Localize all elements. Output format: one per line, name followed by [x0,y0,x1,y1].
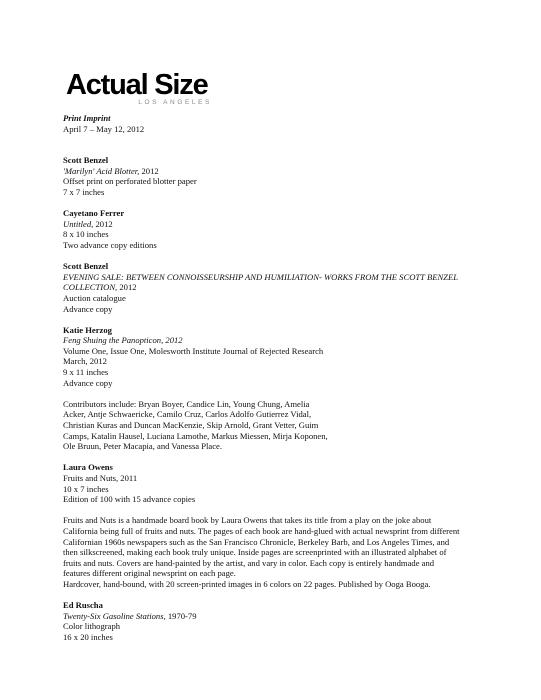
work-detail: Fruits and Nuts, 2011 [63,473,138,483]
entry-laura-owens [63,462,503,589]
work-detail: Two advance copy editions [63,239,157,250]
description-paragraph [63,515,503,589]
work-detail: March, 2012 [63,356,107,367]
entry-cayetano-ferrer [63,208,503,250]
gallery-logo [66,70,216,106]
artist-name: Scott Benzel [63,261,109,272]
work-year: 2012 [117,282,137,293]
work-detail: Auction catalogue [63,292,126,303]
paragraph-line: Hardcover, hand-bound, with 20 screen-printed images in 6 colors on 22 pages. Published by Ooga Booga. [63,578,431,589]
artist-name: Ed Ruscha [63,600,103,611]
work-detail: Offset print on perforated blotter paper [63,176,197,187]
entry-scott-benzel-2 [63,261,503,314]
exhibition-dates: April 7 – May 12, 2012 [63,123,145,134]
paragraph-line: Acker, Antje Schwaericke, Camilo Cruz, Carlos Adolfo Gutierrez Vidal, [63,409,312,420]
work-title: Feng Shuing the Panopticon, 2012 [63,335,183,346]
artist-name: Scott Benzel [63,155,109,166]
work-title: Twenty-Six Gasoline Stations, [63,610,166,621]
artist-name: Katie Herzog [63,324,112,335]
paragraph-line: Christian Kuras and Duncan MacKenzie, Skip Arnold, Grant Vetter, Guim [63,420,319,431]
paragraph-line: Ole Bruun, Peter Macapia, and Vanessa Place. [63,441,223,452]
work-detail: Advance copy [63,377,113,388]
paragraph-line: Fruits and Nuts is a handmade board book by Laura Owens that takes its title from a play on the joke about [63,515,432,526]
paragraph-line: Californian 1960s newspapers such as the San Francisco Chronicle, Berkeley Barb, and Los Angeles Times, and [63,536,450,547]
entry-scott-benzel-1 [63,155,503,197]
checklist [63,113,503,643]
work-title: 'Marilyn' Acid Blotter, [63,165,140,176]
work-detail: Color lithograph [63,621,121,632]
work-title: Untitled, [63,218,94,229]
work-detail: 9 x 11 inches [63,367,109,378]
work-title: COLLECTION, [63,282,118,293]
work-detail: Advance copy [63,303,113,314]
paragraph-line: then silkscreened, making each book truly unique. Inside pages are screenprinted with an illustrated alphabet of [63,547,447,558]
artist-name: Cayetano Ferrer [63,208,125,219]
work-detail: 16 x 20 inches [63,631,113,642]
work-detail: 10 x 7 inches [63,483,109,494]
work-year: 2012 [139,165,159,176]
work-detail: Volume One, Issue One, Molesworth Institute Journal of Rejected Research [63,345,324,356]
contributors-paragraph [63,399,503,452]
work-detail: Edition of 100 with 15 advance copies [63,494,196,505]
paragraph-line: Contributors include: Bryan Boyer, Candice Lin, Young Chung, Amelia [63,398,310,409]
logo-title: Actual Size [66,69,208,101]
work-year: 1970-79 [165,610,197,621]
paragraph-line: features different original newsprint on each page. [63,568,236,579]
work-year: 2012 [93,218,113,229]
paragraph-line: Camps, Katalin Hausel, Luciana Lamothe, Markus Miessen, Mirja Koponen, [63,430,328,441]
artist-name: Laura Owens [63,462,113,473]
entry-katie-herzog [63,325,503,452]
work-detail: 7 x 7 inches [63,186,105,197]
logo-subtitle: LOS ANGELES [138,99,212,106]
work-title: EVENING SALE: BETWEEN CONNOISSEURSHIP AND HUMILIATION- WORKS FROM THE SCOTT BENZEL [63,271,458,282]
paragraph-line: fruits and nuts. Covers are hand-painted by the artist, and vary in color. Each copy is entirely handmade and [63,557,435,568]
work-detail: 8 x 10 inches [63,229,109,240]
entry-ed-ruscha [63,600,503,642]
paragraph-line: California being full of fruits and nuts. The pages of each book are hand-glued with actual newsprint from different [63,525,460,536]
exhibition-title: Print Imprint [63,113,111,123]
